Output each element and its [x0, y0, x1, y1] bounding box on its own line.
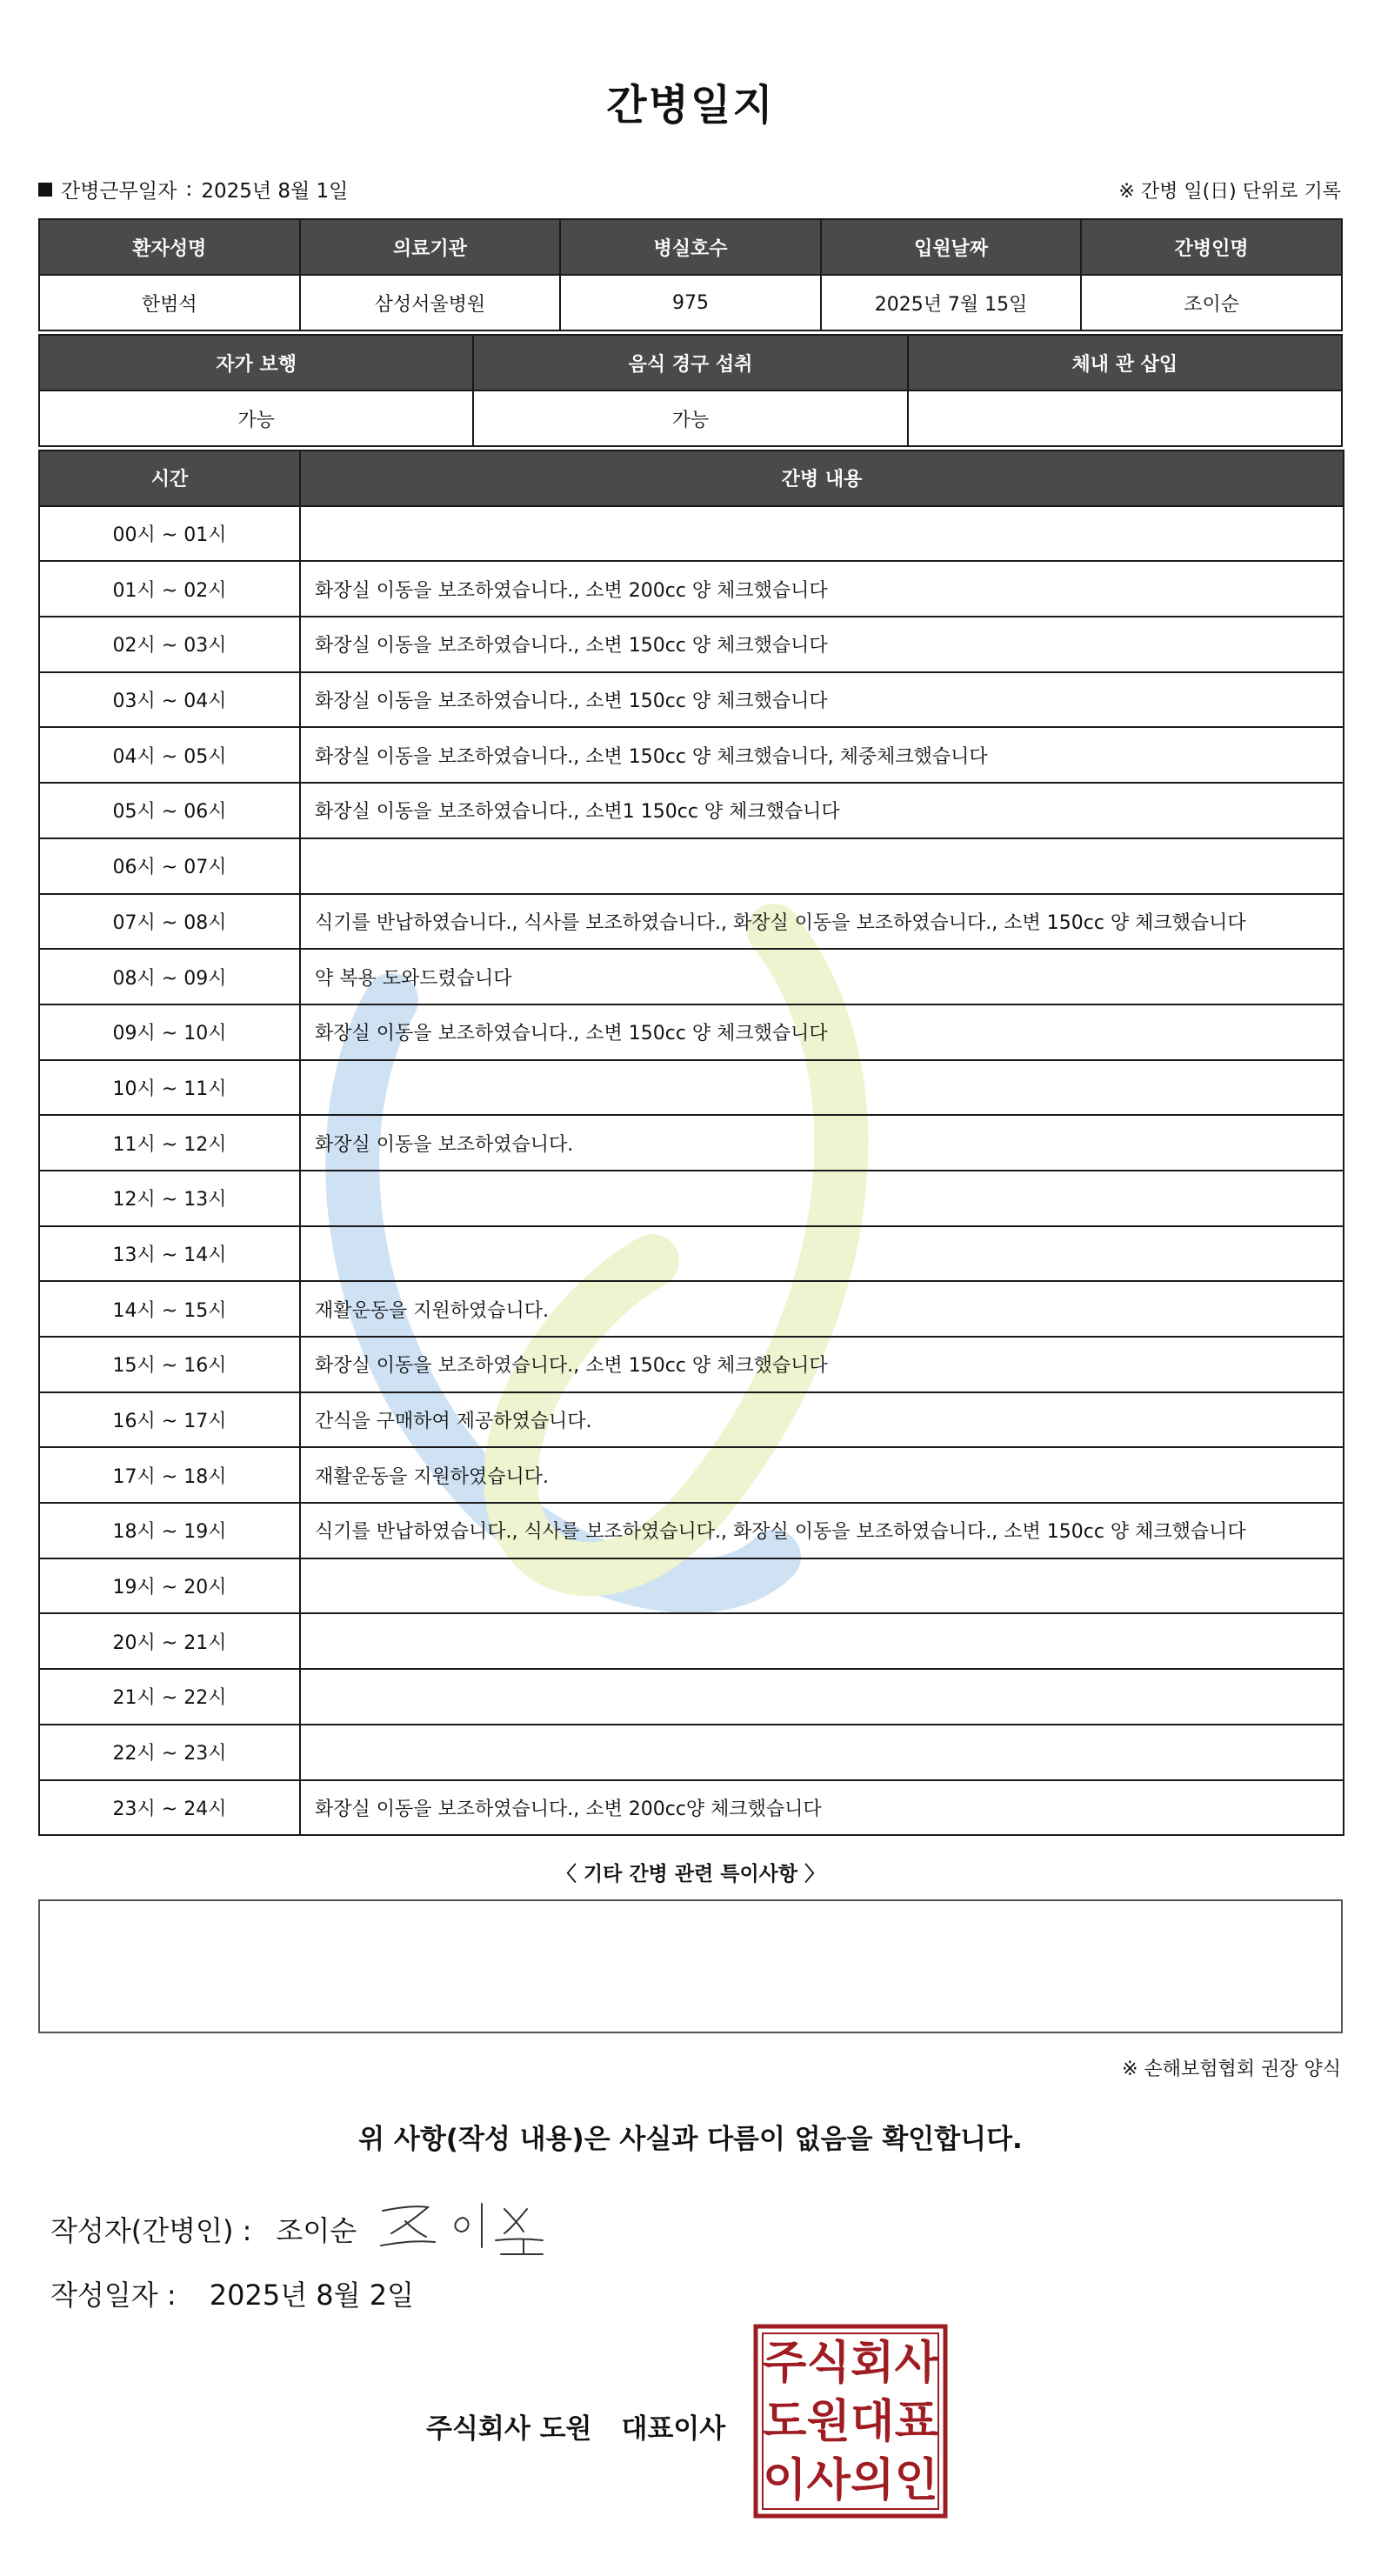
log-row	[39, 1613, 1344, 1669]
log-content-cell: 화장실 이동을 보조하였습니다., 소변 150cc 양 체크했습니다, 체중체크했습니다	[300, 727, 1344, 783]
log-time-cell: 08시 ~ 09시	[39, 949, 300, 1004]
svg-text:원: 원	[806, 2396, 851, 2448]
log-time-cell: 11시 ~ 12시	[39, 1115, 300, 1171]
log-time-cell: 21시 ~ 22시	[39, 1669, 300, 1725]
log-row	[39, 949, 1344, 1004]
log-time-cell: 10시 ~ 11시	[39, 1060, 300, 1116]
patient-info-table	[38, 218, 1343, 331]
header-room-number: 병실호수	[560, 219, 821, 275]
log-content-cell	[300, 1613, 1344, 1669]
log-row	[39, 783, 1344, 838]
writer-name: 조이순	[276, 2214, 357, 2247]
log-row	[39, 672, 1344, 728]
log-content-cell: 식기를 반납하였습니다., 식사를 보조하였습니다., 화장실 이동을 보조하였습니다., 소변 150cc 양 체크했습니다	[300, 1503, 1344, 1558]
work-date-line	[38, 175, 348, 204]
log-content-cell	[300, 1558, 1344, 1614]
header-care-content: 간병 내용	[300, 450, 1344, 506]
log-time-cell: 09시 ~ 10시	[39, 1004, 300, 1060]
hospital-value: 삼성서울병원	[300, 275, 561, 330]
log-time-cell: 03시 ~ 04시	[39, 672, 300, 728]
log-row	[39, 1669, 1344, 1725]
log-content-cell: 재활운동을 지원하였습니다.	[300, 1447, 1344, 1503]
log-time-cell: 16시 ~ 17시	[39, 1392, 300, 1448]
log-content-cell: 화장실 이동을 보조하였습니다., 소변1 150cc 양 체크했습니다	[300, 783, 1344, 838]
log-content-cell	[300, 506, 1344, 562]
svg-text:식: 식	[806, 2337, 851, 2390]
log-time-cell: 05시 ~ 06시	[39, 783, 300, 838]
log-row	[39, 1004, 1344, 1060]
log-time-cell: 12시 ~ 13시	[39, 1171, 300, 1226]
log-content-cell: 약 복용 도와드렸습니다	[300, 949, 1344, 1004]
notes-caption: 〈 기타 간병 관련 특이사항 〉	[556, 1863, 825, 1885]
log-time-cell: 17시 ~ 18시	[39, 1447, 300, 1503]
header-oral-intake: 음식 경구 섭취	[473, 335, 907, 390]
log-content-cell	[300, 1725, 1344, 1780]
log-row	[39, 617, 1344, 672]
log-row	[39, 1392, 1344, 1448]
writer-line	[50, 2209, 357, 2249]
svg-text:대: 대	[851, 2396, 895, 2448]
written-date-line	[50, 2273, 414, 2313]
work-date-label: 간병근무일자	[61, 180, 177, 203]
log-row	[39, 1558, 1344, 1614]
oral-intake-value: 가능	[473, 390, 907, 446]
header-time: 시간	[39, 450, 300, 506]
log-time-cell: 22시 ~ 23시	[39, 1725, 300, 1780]
form-source-note: ※ 손해보험협회 권장 양식	[1122, 2059, 1341, 2080]
admission-date-value: 2025년 7월 15일	[821, 275, 1082, 330]
log-time-cell: 07시 ~ 08시	[39, 894, 300, 950]
caregiver-name-value: 조이순	[1081, 275, 1342, 330]
document-title: 간병일지	[606, 81, 775, 130]
svg-text:표: 표	[894, 2396, 938, 2448]
log-content-cell: 화장실 이동을 보조하였습니다., 소변 150cc 양 체크했습니다	[300, 617, 1344, 672]
log-header-row	[39, 450, 1344, 506]
log-time-cell: 00시 ~ 01시	[39, 506, 300, 562]
writer-label: 작성자(간병인) :	[50, 2214, 252, 2247]
special-notes-box	[38, 1899, 1343, 2033]
log-body	[39, 506, 1344, 1836]
log-row	[39, 1281, 1344, 1337]
log-content-cell: 간식을 구매하여 제공하였습니다.	[300, 1392, 1344, 1448]
self-walking-value: 가능	[39, 390, 473, 446]
written-date-label: 작성일자 :	[50, 2279, 177, 2312]
log-row	[39, 1447, 1344, 1503]
svg-text:이: 이	[763, 2454, 807, 2507]
log-content-cell	[300, 1226, 1344, 1282]
log-content-cell: 화장실 이동을 보조하였습니다., 소변 150cc 양 체크했습니다	[300, 1004, 1344, 1060]
log-time-cell: 23시 ~ 24시	[39, 1780, 300, 1836]
company-signoff	[426, 2406, 725, 2446]
log-time-cell: 02시 ~ 03시	[39, 617, 300, 672]
header-self-walking: 자가 보행	[39, 335, 473, 390]
company-seal-stamp	[753, 2324, 948, 2519]
log-row	[39, 1503, 1344, 1558]
header-tube-insertion: 체내 관 삽입	[908, 335, 1342, 390]
log-content-cell	[300, 1669, 1344, 1725]
svg-text:주: 주	[763, 2337, 807, 2390]
log-content-cell: 화장실 이동을 보조하였습니다., 소변 200cc 양 체크했습니다	[300, 561, 1344, 617]
log-content-cell: 화장실 이동을 보조하였습니다.	[300, 1115, 1344, 1171]
room-number-value: 975	[560, 275, 821, 330]
header-patient-name: 환자성명	[39, 219, 300, 275]
header-caregiver-name: 간병인명	[1081, 219, 1342, 275]
status-header-row	[39, 335, 1342, 390]
log-time-cell: 19시 ~ 20시	[39, 1558, 300, 1614]
svg-text:사: 사	[806, 2454, 851, 2507]
company-name: 주식회사 도원	[426, 2413, 592, 2445]
log-row	[39, 506, 1344, 562]
svg-text:도: 도	[763, 2396, 807, 2448]
log-row	[39, 838, 1344, 894]
log-row	[39, 561, 1344, 617]
confirmation-statement: 위 사항(작성 내용)은 사실과 다름이 없음을 확인합니다.	[358, 2124, 1023, 2155]
work-date-separator: :	[185, 177, 193, 201]
log-row	[39, 1171, 1344, 1226]
patient-status-table	[38, 334, 1343, 447]
header-admission-date: 입원날짜	[821, 219, 1082, 275]
svg-text:회: 회	[851, 2337, 895, 2390]
log-time-cell: 18시 ~ 19시	[39, 1503, 300, 1558]
bullet-square-icon	[38, 183, 52, 197]
log-content-cell: 재활운동을 지원하였습니다.	[300, 1281, 1344, 1337]
log-content-cell: 식기를 반납하였습니다., 식사를 보조하였습니다., 화장실 이동을 보조하였습니다., 소변 150cc 양 체크했습니다	[300, 894, 1344, 950]
log-row	[39, 1725, 1344, 1780]
log-time-cell: 06시 ~ 07시	[39, 838, 300, 894]
header-hospital: 의료기관	[300, 219, 561, 275]
status-value-row	[39, 390, 1342, 446]
log-row	[39, 1060, 1344, 1116]
log-content-cell	[300, 1060, 1344, 1116]
log-time-cell: 04시 ~ 05시	[39, 727, 300, 783]
record-note: ※ 간병 일(日) 단위로 기록	[1118, 181, 1341, 203]
log-row	[39, 1337, 1344, 1392]
log-row	[39, 1780, 1344, 1836]
ceo-title: 대표이사	[621, 2413, 726, 2445]
log-row	[39, 727, 1344, 783]
work-date-value: 2025년 8월 1일	[201, 180, 349, 203]
written-date-value: 2025년 8월 2일	[209, 2279, 415, 2312]
patient-name-value: 한범석	[39, 275, 300, 330]
handwritten-signature	[374, 2192, 548, 2261]
log-time-cell: 01시 ~ 02시	[39, 561, 300, 617]
log-row	[39, 894, 1344, 950]
log-time-cell: 13시 ~ 14시	[39, 1226, 300, 1282]
patient-info-header-row	[39, 219, 1342, 275]
log-content-cell	[300, 838, 1344, 894]
log-time-cell: 15시 ~ 16시	[39, 1337, 300, 1392]
log-row	[39, 1226, 1344, 1282]
log-content-cell	[300, 1171, 1344, 1226]
svg-text:사: 사	[894, 2337, 938, 2390]
tube-insertion-value	[908, 390, 1342, 446]
log-time-cell: 14시 ~ 15시	[39, 1281, 300, 1337]
log-content-cell: 화장실 이동을 보조하였습니다., 소변 200cc양 체크했습니다	[300, 1780, 1344, 1836]
svg-text:의: 의	[851, 2454, 895, 2507]
hourly-care-log-table	[38, 450, 1344, 1836]
log-time-cell: 20시 ~ 21시	[39, 1613, 300, 1669]
patient-info-value-row	[39, 275, 1342, 330]
log-row	[39, 1115, 1344, 1171]
log-content-cell: 화장실 이동을 보조하였습니다., 소변 150cc 양 체크했습니다	[300, 672, 1344, 728]
log-content-cell: 화장실 이동을 보조하였습니다., 소변 150cc 양 체크했습니다	[300, 1337, 1344, 1392]
svg-text:인: 인	[894, 2454, 938, 2507]
